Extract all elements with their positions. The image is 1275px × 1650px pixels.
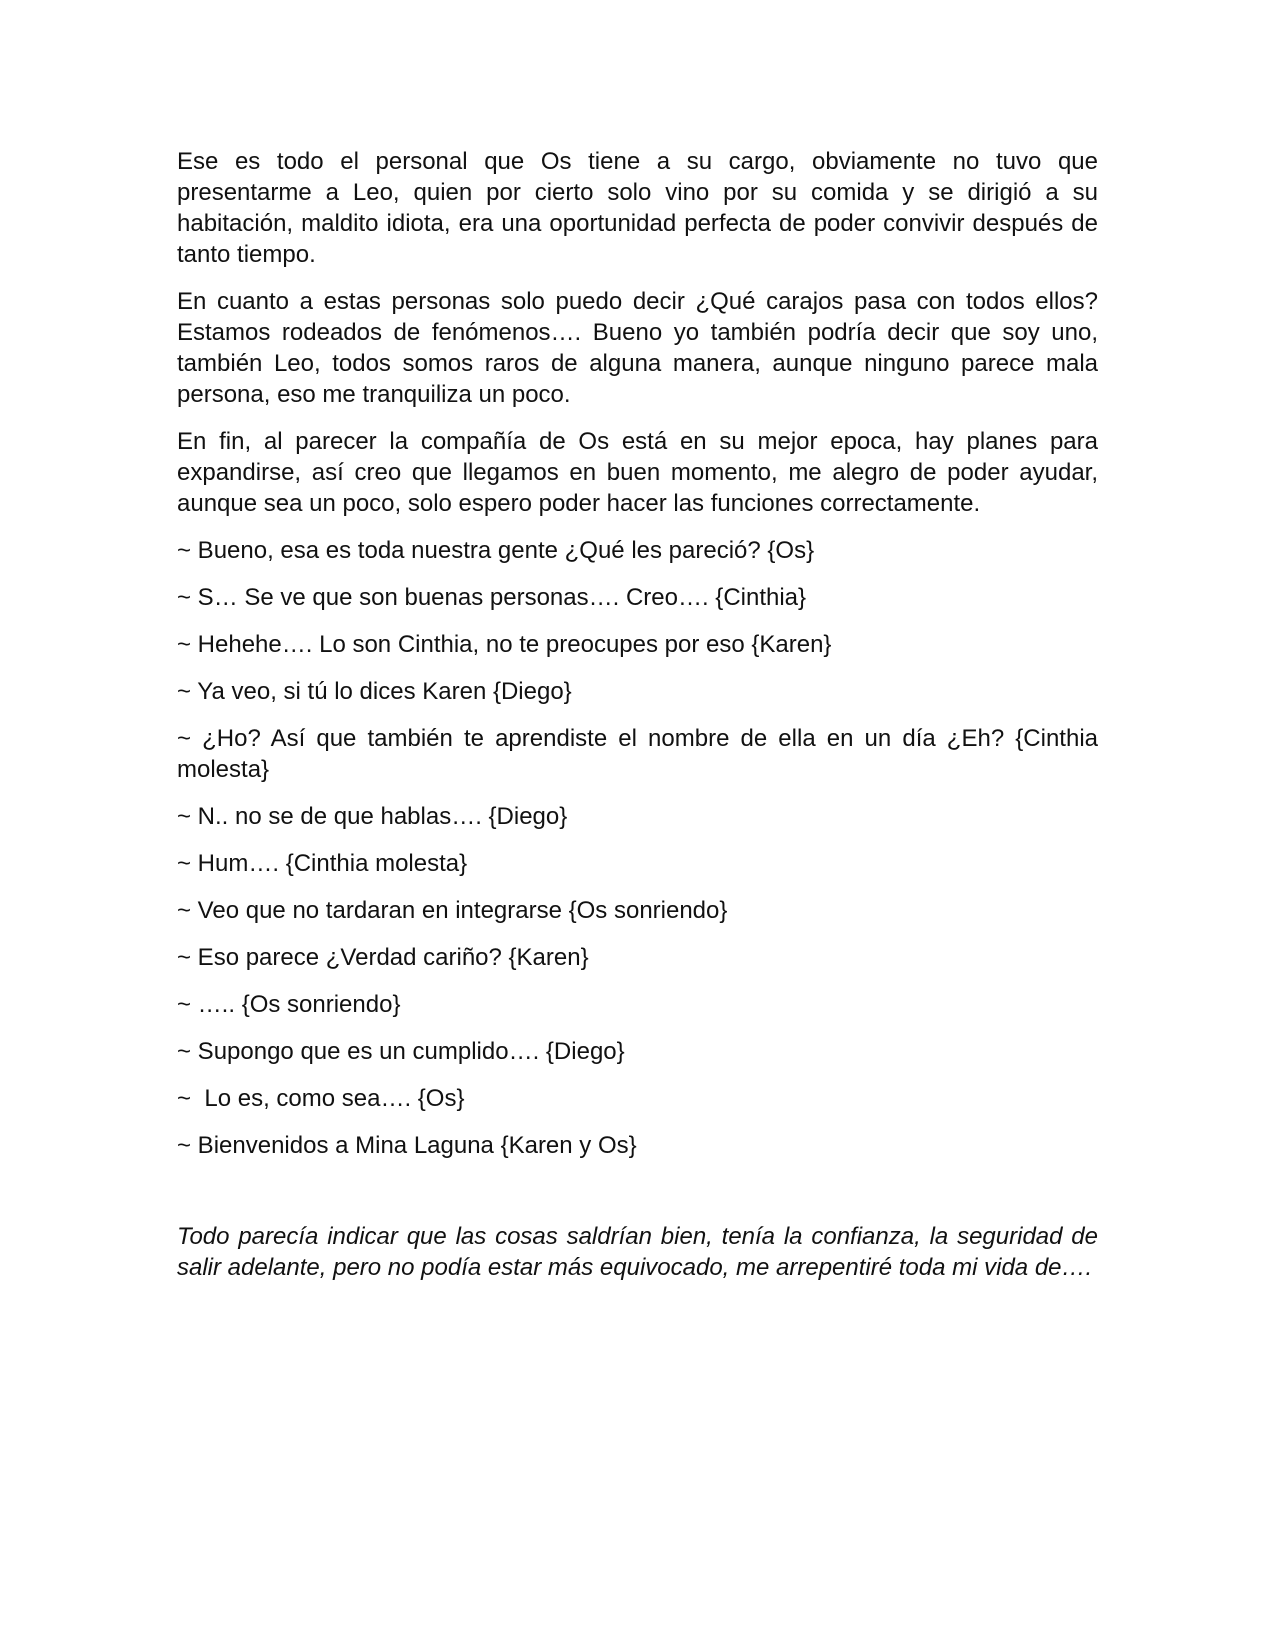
dialogue-line: ~ Hum…. {Cinthia molesta}	[177, 850, 468, 877]
paragraph: Ese es todo el personal que Os tiene a su cargo, obviamente no tuvo que presentarme a Leo, quien por cierto solo vino por su comida y se dirigió a su habitación, maldito idiota, era una oportunidad perfecta de poder convivir después de tanto tiempo.	[177, 148, 1098, 268]
dialogue-line: ~ Hehehe…. Lo son Cinthia, no te preocupes por eso {Karen}	[177, 631, 832, 658]
dialogue-line: ~ Supongo que es un cumplido…. {Diego}	[177, 1038, 625, 1065]
dialogue-line: ~ Bienvenidos a Mina Laguna {Karen y Os}	[177, 1132, 637, 1159]
paragraph: En cuanto a estas personas solo puedo decir ¿Qué carajos pasa con todos ellos? Estamos rodeados de fenómenos…. Bueno yo también podría decir que soy uno, también Leo, todos somos raros de alguna manera, aunque ninguno parece mala persona, eso me tranquiliza un poco.	[177, 288, 1098, 408]
closing-narration: Todo parecía indicar que las cosas saldrían bien, tenía la confianza, la seguridad de salir adelante, pero no podía estar más equivocado, me arrepentiré toda mi vida de….	[177, 1223, 1098, 1281]
paragraph: En fin, al parecer la compañía de Os está en su mejor epoca, hay planes para expandirse, así creo que llegamos en buen momento, me alegro de poder ayudar, aunque sea un poco, solo espero poder hacer las funciones correctamente.	[177, 428, 1098, 517]
dialogue-line: ~ ….. {Os sonriendo}	[177, 991, 401, 1018]
dialogue-line: ~ Eso parece ¿Verdad cariño? {Karen}	[177, 944, 589, 971]
dialogue-line: ~ N.. no se de que hablas…. {Diego}	[177, 803, 568, 830]
dialogue-line: ~ Ya veo, si tú lo dices Karen {Diego}	[177, 678, 572, 705]
dialogue-line: ~ ¿Ho? Así que también te aprendiste el nombre de ella en un día ¿Eh? {Cinthia molesta}	[177, 725, 1105, 783]
dialogue-line: ~ Veo que no tardaran en integrarse {Os sonriendo}	[177, 897, 728, 924]
document-page	[177, 146, 1105, 1283]
dialogue-line: ~ Bueno, esa es toda nuestra gente ¿Qué les pareció? {Os}	[177, 537, 815, 564]
dialogue-line: ~ Lo es, como sea…. {Os}	[177, 1085, 465, 1112]
dialogue-line: ~ S… Se ve que son buenas personas…. Creo…. {Cinthia}	[177, 584, 807, 611]
